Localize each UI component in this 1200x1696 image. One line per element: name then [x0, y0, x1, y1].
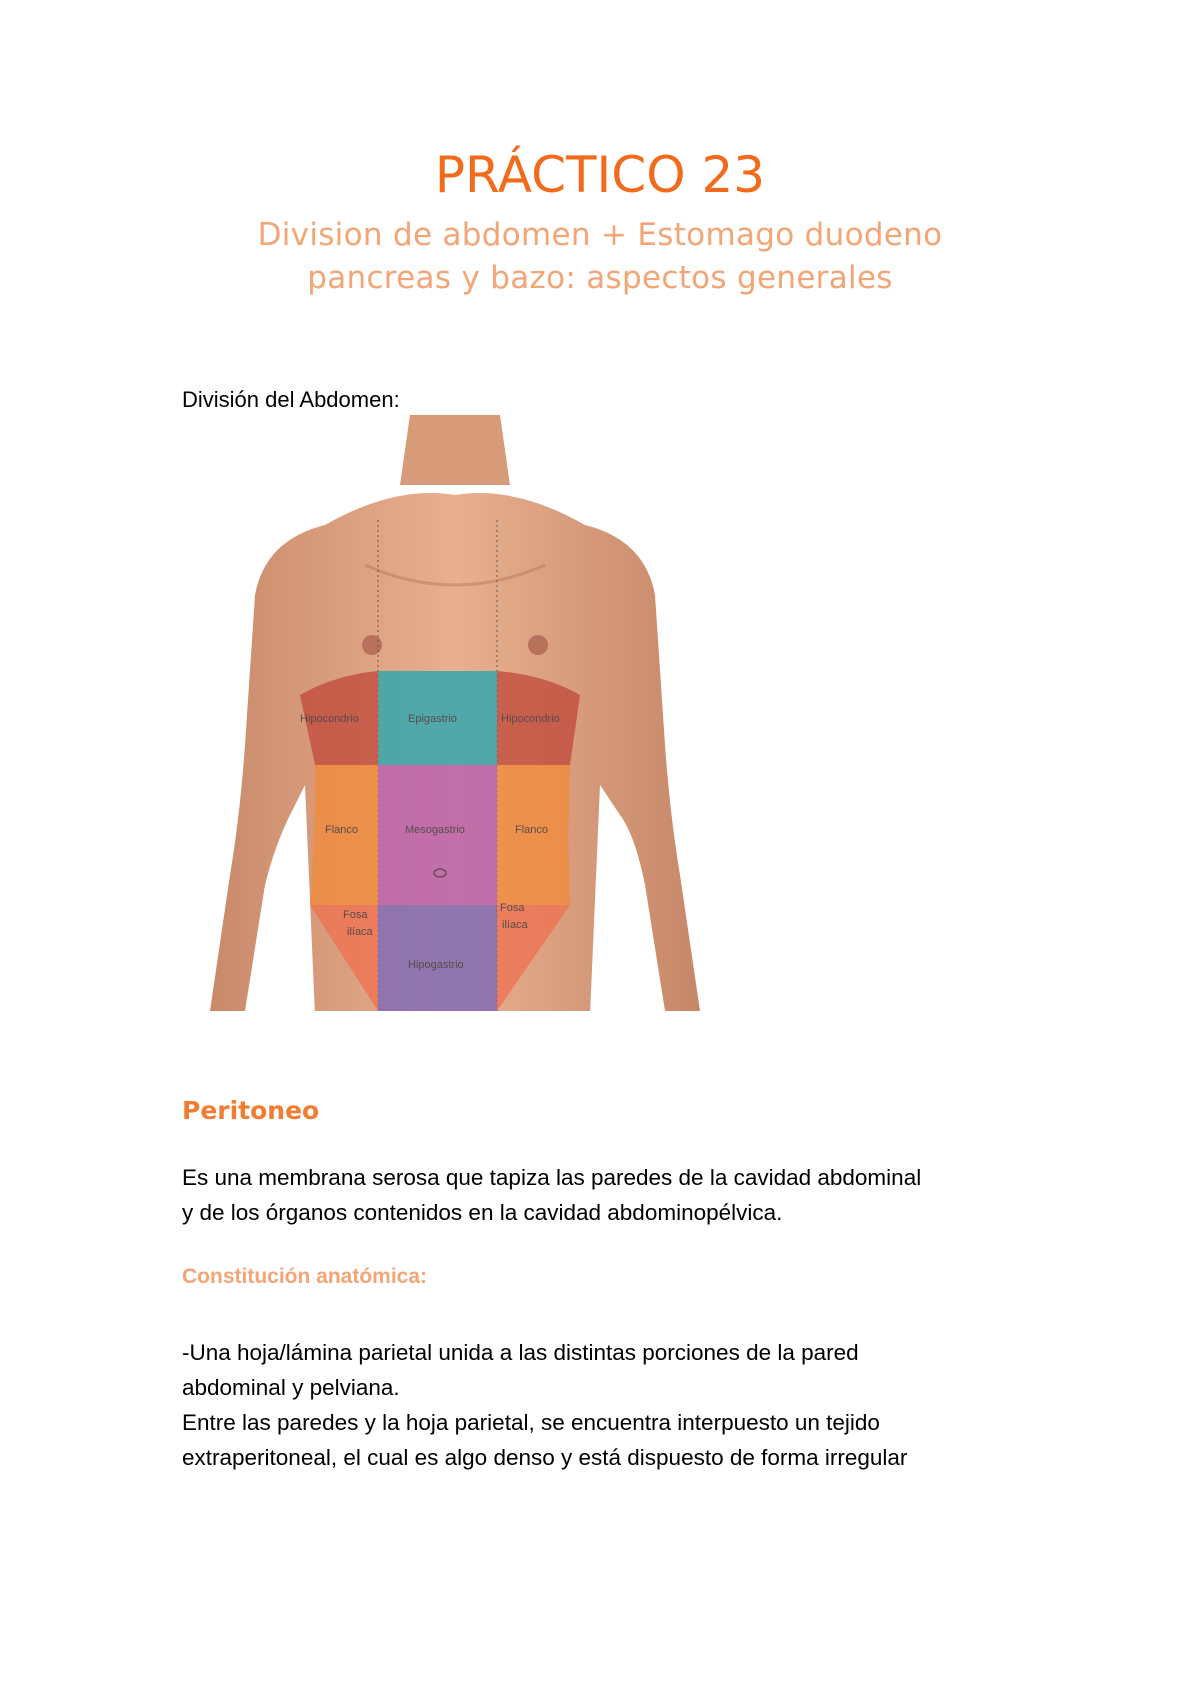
constitucion-heading: Constitución anatómica: — [182, 1265, 428, 1288]
neck — [400, 415, 510, 485]
abdomen-regions-figure — [195, 415, 755, 1011]
torso-illustration — [195, 415, 755, 1011]
page-title: PRÁCTICO 23 — [434, 146, 766, 204]
constitucion-line-4: extraperitoneal, el cual es algo denso y está dispuesto de forma irregular — [182, 1445, 908, 1470]
label-fosa-left-1: Fosa — [343, 909, 368, 921]
subtitle-line-2: pancreas y bazo: aspectos generales — [307, 260, 893, 296]
label-flanco-left: Flanco — [325, 824, 359, 836]
constitucion-line-1: -Una hoja/lámina parietal unida a las distintas porciones de la pared — [182, 1340, 859, 1365]
label-fosa-right-2: ilíaca — [502, 919, 528, 931]
peritoneo-line-2: y de los órganos contenidos en la cavidad abdominopélvica. — [182, 1200, 783, 1225]
label-fosa-left-2: ilíaca — [347, 926, 373, 938]
division-label: División del Abdomen: — [182, 387, 400, 412]
zone-hipogastrio — [378, 905, 497, 1011]
peritoneo-line-1: Es una membrana serosa que tapiza las paredes de la cavidad abdominal — [182, 1165, 922, 1190]
label-mesogastrio: Mesogastrio — [405, 824, 465, 836]
label-hipocondrio-right: Hipocondrio — [501, 713, 560, 725]
nipple-right — [528, 635, 548, 655]
constitucion-line-3: Entre las paredes y la hoja parietal, se encuentra interpuesto un tejido — [182, 1410, 880, 1435]
peritoneo-heading: Peritoneo — [182, 1096, 320, 1125]
label-hipocondrio-left: Hipocondrio — [300, 713, 359, 725]
label-epigastrio: Epigastrio — [408, 713, 457, 725]
constitucion-paragraph — [182, 1335, 1052, 1475]
label-fosa-right-1: Fosa — [500, 902, 525, 914]
constitucion-line-2: abdominal y pelviana. — [182, 1375, 400, 1400]
label-flanco-right: Flanco — [515, 824, 549, 836]
page-subtitle — [150, 214, 1050, 300]
nipple-left — [362, 635, 382, 655]
peritoneo-paragraph — [182, 1160, 1052, 1230]
label-hipogastrio: Hipogastrio — [408, 959, 464, 971]
subtitle-line-1: Division de abdomen + Estomago duodeno — [257, 217, 943, 253]
